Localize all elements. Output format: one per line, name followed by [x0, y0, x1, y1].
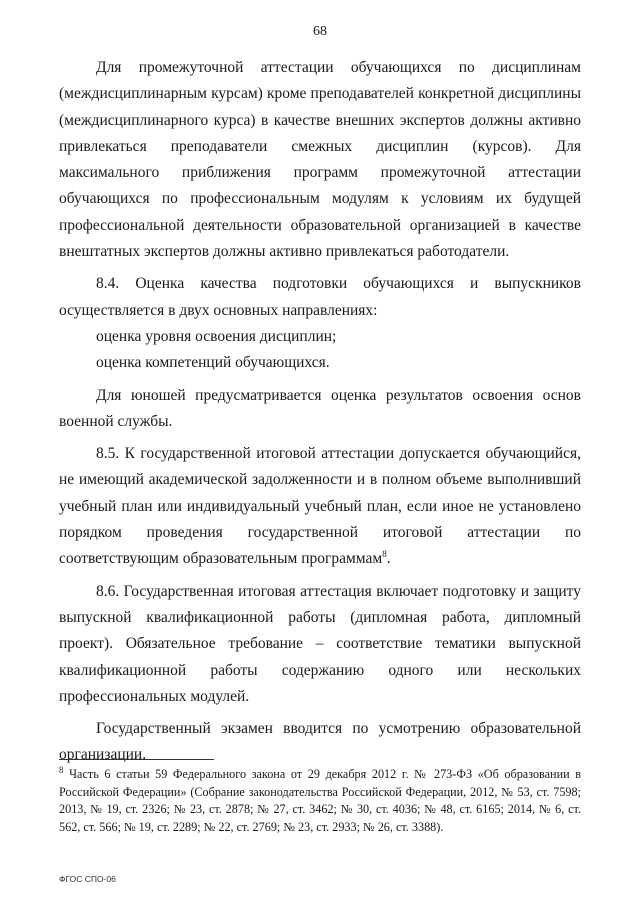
paragraph-section-8-5	[59, 441, 581, 572]
list-item-disciplines: оценка уровня освоения дисциплин;	[96, 327, 337, 345]
paragraph-section-8-5-end: .	[386, 550, 391, 568]
paragraph-intermediate-attestation: Для промежуточной аттестации обучающихся по дисциплинам (междисциплинарным курсам) кроме преподавателей конкретной дисциплины (междисциплинарного курса) в качестве внешних экспертов должны активно привлекаться преподаватели смежных дисциплин (курсов). Для максимального приближения программ промежуточной аттестации обучающихся по профессиональным модулям к условиям их будущей профессиональной деятельности образовательной организацией в качестве внештатных экспертов должны активно привлекаться работодатели.	[59, 59, 581, 261]
footnote-marker: 8	[59, 764, 64, 775]
paragraph-section-8-4: 8.4. Оценка качества подготовки обучающихся и выпускников осуществляется в двух основных направлениях:	[59, 275, 581, 319]
paragraph-section-8-6: 8.6. Государственная итоговая аттестация включает подготовку и защиту выпускной квалификационной работы (дипломная работа, дипломный проект). Обязательное требование – соответствие тематики выпускной квалификационной работы содержанию одного или нескольких профессиональных модулей.	[59, 582, 581, 705]
list-item-competencies: оценка компетенций обучающихся.	[96, 354, 330, 372]
footnote	[59, 766, 581, 836]
footnote-text: Часть 6 статьи 59 Федерального закона от 29 декабря 2012 г. № 273-ФЗ «Об образовании в Российской Федерации» (Собрание законодательства Российской Федерации, 2012, № 53, ст. 7598; 2013, № 19, ст. 2326; № 23, ст. 2878; № 27, ст. 3462; № 30, ст. 4036; № 48, ст. 6165; 2014, № 6, ст. 562, ст. 566; № 19, ст. 2289; № 22, ст. 2769; № 23, ст. 2933; № 26, ст. 3388).	[59, 767, 581, 834]
footnote-separator	[59, 759, 214, 760]
body-text	[59, 55, 581, 775]
paragraph-section-8-5-text: 8.5. К государственной итоговой аттестации допускается обучающийся, не имеющий академической задолженности и в полном объеме выполнивший учебный план или индивидуальный учебный план, если иное не установлено порядком проведения государственной итоговой аттестации по соответствующим образовательным программам	[59, 445, 581, 568]
footnote-reference[interactable]: 8	[382, 549, 387, 560]
paragraph-state-exam: Государственный экзамен вводится по усмотрению образовательной организации.	[59, 720, 581, 764]
document-code: ФГОС СПО-06	[59, 874, 116, 884]
page-number: 68	[313, 24, 327, 39]
paragraph-military-service: Для юношей предусматривается оценка результатов освоения основ военной службы.	[59, 386, 581, 430]
